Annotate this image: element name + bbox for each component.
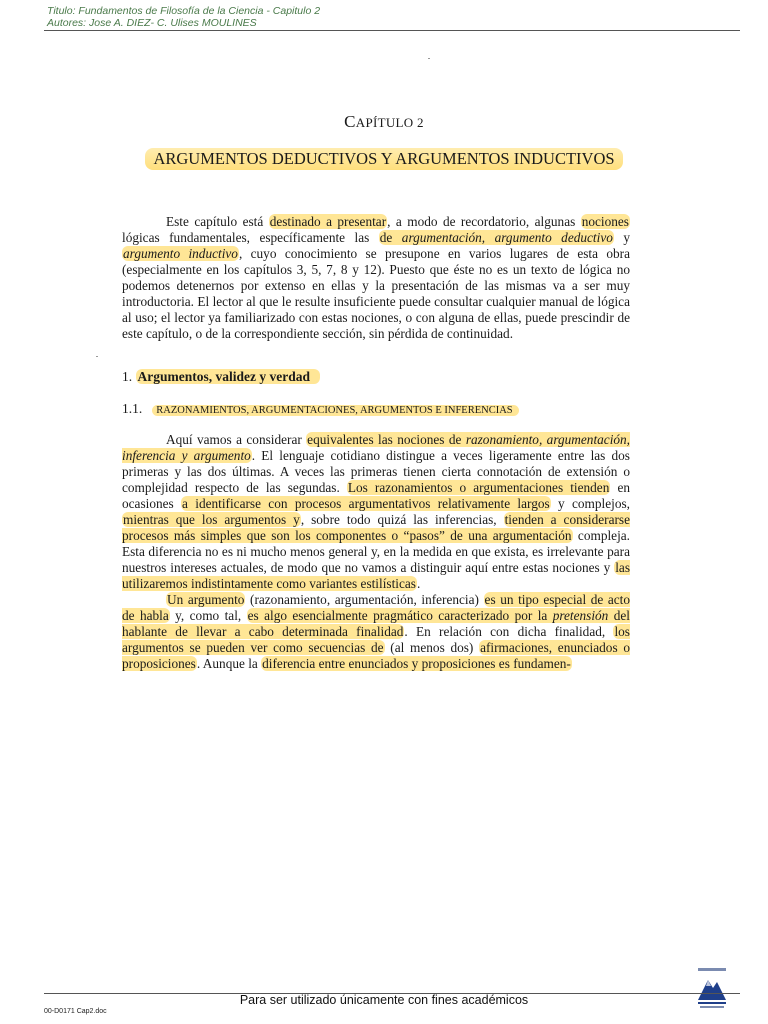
highlight: las utilizaremos indistintamente como variantes estilísticas	[122, 560, 630, 591]
highlight: es un tipo especial de acto de habla	[122, 592, 630, 623]
text-run: Aquí vamos a considerar	[166, 432, 307, 447]
highlight-italic: razonamiento, argumentación, inferencia y argumento	[122, 432, 631, 463]
highlight: Un argumento	[167, 592, 245, 607]
text-run: , a modo de recordatorio, algunas	[387, 214, 581, 229]
section-title: Argumentos, validez y verdad	[136, 369, 321, 384]
header-title-line: Titulo: Fundamentos de Filosofía de la Ciencia - Capitulo 2	[47, 5, 321, 17]
chapter-initial: C	[344, 112, 356, 131]
text-run: (al menos dos)	[384, 640, 480, 655]
text-run: , cuyo conocimiento se presupone en varios lugares de esta obra (especialmente en los capítulos 3, 5, 7, 8 y 12). Puesto que éste no es un texto de lógica no podemos detenernos por extenso en ellas y la presentación de las mismas va a ser muy introductoria. El lector al que le resulte insuficiente puede consultar cualquier manual de lógica al uso; el lector ya familiarizado con estas nociones, o con alguna de ellas, puede prescindir de este capítulo, o de la correspondiente sección, sin pérdida de continuidad.	[122, 246, 630, 341]
header-authors-line: Autores: Jose A. DIEZ- C. Ulises MOULINES	[47, 17, 257, 29]
highlight-italic: pretensión	[552, 608, 609, 623]
section-1-heading	[122, 369, 320, 385]
text-run: y	[613, 230, 630, 245]
highlight: equivalentes las nociones de	[307, 432, 466, 447]
highlight: del hablante de llevar a cabo determinada finalidad	[122, 608, 630, 639]
text-run: compleja. Esta diferencia no es ni mucho menos general y, en la medida en que exista, es irrelevante para nuestros intereses actuales, de modo que no vamos a distinguir aquí entre estas nociones y	[122, 528, 630, 575]
document-header	[47, 5, 320, 29]
text-run: . Aunque la	[196, 656, 262, 671]
text-run: .	[416, 576, 421, 591]
intro-paragraph	[122, 214, 630, 342]
text-run: . En relación con dicha finalidad,	[404, 624, 614, 639]
text-run: Este capítulo está	[166, 214, 269, 229]
section-number: 1.	[122, 369, 133, 384]
header-rule	[44, 30, 740, 31]
highlight-italic: argumentación, argumento deductivo	[401, 230, 613, 245]
highlight: destinado a presentar	[269, 214, 387, 229]
highlight-italic: argumento inductivo	[123, 246, 238, 261]
highlight: mientras que los argumentos y	[123, 512, 300, 527]
highlight: de	[379, 230, 402, 245]
highlight: a identificarse con procesos argumentativos relativamente largos	[182, 496, 550, 511]
text-run: en ocasiones	[122, 480, 630, 511]
highlight: diferencia entre enunciados y proposiciones es fundamen-	[262, 656, 571, 671]
text-run: y complejos,	[550, 496, 630, 511]
text-run: (razonamiento, argumentación, inferencia)	[245, 592, 484, 607]
chapter-title-wrap	[0, 148, 768, 170]
chapter-heading	[0, 112, 768, 132]
scan-speck	[96, 356, 98, 357]
section-1-1-heading	[122, 401, 519, 417]
scan-speck	[428, 58, 430, 59]
highlight: nociones	[581, 214, 629, 229]
subsection-number: 1.1.	[122, 401, 143, 416]
text-run: lógicas fundamentales, específicamente las	[122, 230, 379, 245]
highlight: Los razonamientos o argumentaciones tienden	[347, 480, 610, 495]
highlight: tienden a considerarse procesos más simples que son los componentes o “pasos” de una argumentación	[122, 512, 630, 543]
chapter-rest: APÍTULO 2	[355, 115, 424, 130]
highlight: afirmaciones, enunciados o proposiciones	[122, 640, 630, 671]
text-run: . El lenguaje cotidiano distingue a veces ligeramente entre las dos primeras y las dos últimas. A veces las primeras tienen cierta connotación de extensión o complejidad respecto de las segundas.	[122, 448, 630, 495]
text-run: y, como tal,	[169, 608, 247, 623]
footer-notice: Para ser utilizado únicamente con fines académicos	[239, 993, 529, 1007]
highlight: es algo esencialmente pragmático caracterizado por la	[247, 608, 553, 623]
highlight: los argumentos se pueden ver como secuencias de	[122, 624, 630, 655]
subsection-title: RAZONAMIENTOS, ARGUMENTACIONES, ARGUMENTOS E INFERENCIAS	[152, 405, 518, 416]
text-run: , sobre todo quizá las inferencias,	[300, 512, 504, 527]
document-id: 00-D0171 Cap2.doc	[44, 1008, 107, 1015]
chapter-title: ARGUMENTOS DEDUCTIVOS Y ARGUMENTOS INDUCTIVOS	[145, 148, 622, 170]
body-paragraph-1	[122, 432, 630, 672]
